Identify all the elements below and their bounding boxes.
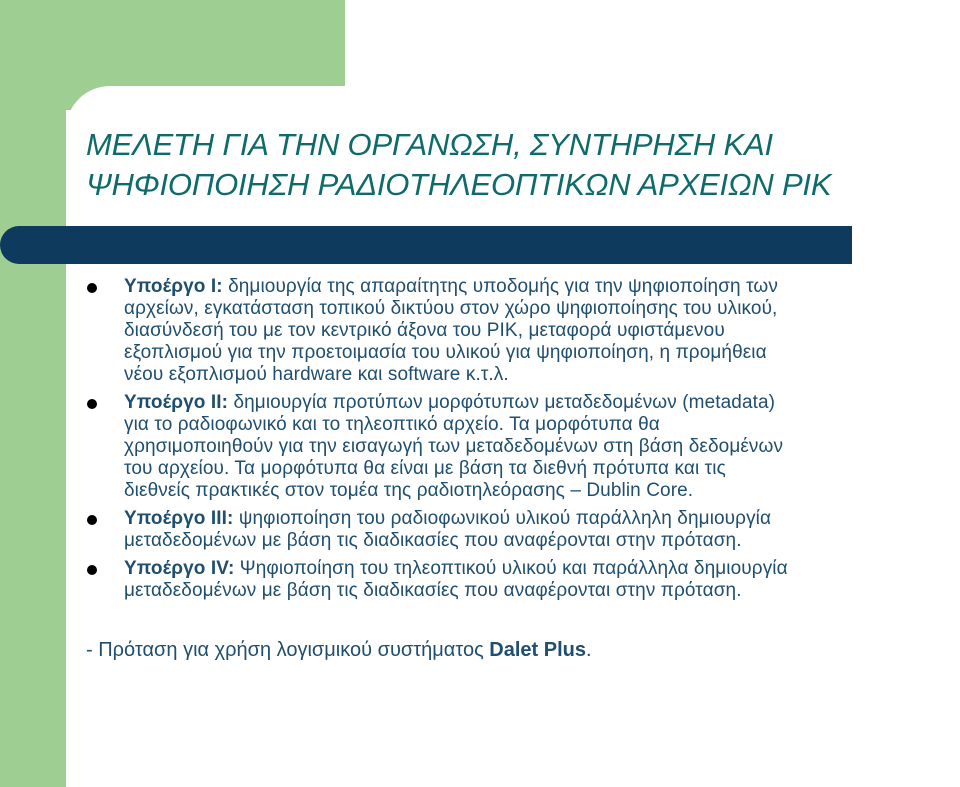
bullet-item-subproject-3 <box>124 508 944 552</box>
bullet-item-subproject-4 <box>124 558 944 602</box>
bullet-line <box>124 392 944 414</box>
bullet-list <box>124 276 944 608</box>
bullet-dot-icon <box>87 515 97 525</box>
bullet-text: δημιουργία της απαραίτητης υποδομής για την ψηφιοποίηση των <box>222 276 778 297</box>
bullet-line: μεταδεδομένων με βάση τις διαδικασίες που αναφέρονται στην πρόταση. <box>124 580 742 601</box>
bullet-item-subproject-2 <box>124 392 944 502</box>
bullet-label: Υποέργο ΙV: <box>124 558 235 579</box>
bullet-dot-icon <box>87 283 97 293</box>
footnote <box>86 637 592 663</box>
bullet-line: χρησιμοποιηθούν για την εισαγωγή των μεταδεδομένων στη βάση δεδομένων <box>124 436 784 457</box>
bullet-line: του αρχείου. Τα μορφότυπα θα είναι με βάση τα διεθνή πρότυπα και τις <box>124 458 726 479</box>
slide-title-line: ΨΗΦΙΟΠΟΙΗΣΗ ΡΑΔΙΟΤΗΛΕΟΠΤΙΚΩΝ ΑΡΧΕΙΩΝ ΡΙΚ <box>86 167 832 202</box>
bullet-line: μεταδεδομένων με βάση τις διαδικασίες που αναφέρονται στην πρόταση. <box>124 530 742 551</box>
title-divider-bar <box>0 226 852 264</box>
bullet-item-subproject-1 <box>124 276 944 386</box>
bullet-dot-icon <box>87 399 97 409</box>
bullet-label: Υποέργο ΙΙ: <box>124 392 229 413</box>
bullet-label: Υποέργο ΙΙΙ: <box>124 508 234 529</box>
bullet-line: νέου εξοπλισμού hardware και software κ.τ.λ. <box>124 364 509 385</box>
bullet-line: αρχείων, εγκατάσταση τοπικού δικτύου στον χώρο ψηφιοποίησης του υλικού, <box>124 298 778 319</box>
footnote-suffix: . <box>585 639 592 661</box>
bullet-text: Ψηφιοποίηση του τηλεοπτικού υλικού και παράλληλα δημιουργία <box>234 558 788 579</box>
green-accent-strip <box>0 0 66 787</box>
bullet-line: για το ραδιοφωνικό και το τηλεοπτικό αρχείο. Τα μορφότυπα θα <box>124 414 660 435</box>
bullet-text: ψηφιοποίηση του ραδιοφωνικού υλικού παράλληλη δημιουργία <box>233 508 772 529</box>
bullet-line <box>124 508 944 530</box>
bullet-text: δημιουργία προτύπων μορφότυπων μεταδεδομένων (metadata) <box>228 392 776 413</box>
bullet-line: διασύνδεσή του με τον κεντρικό άξονα του ΡΙΚ, μεταφορά υφιστάμενου <box>124 320 725 341</box>
bullet-line: διεθνείς πρακτικές στον τομέα της ραδιοτηλεόρασης – Dublin Core. <box>124 480 694 501</box>
bullet-line <box>124 558 944 580</box>
slide-title <box>86 125 946 205</box>
bullet-line <box>124 276 944 298</box>
bullet-line: εξοπλισμού για την προετοιμασία του υλικού για ψηφιοποίηση, η προμήθεια <box>124 342 767 363</box>
footnote-prefix: - Πρόταση για χρήση λογισμικού συστήματος <box>86 639 490 661</box>
footnote-product: Dalet Plus <box>489 639 586 661</box>
bullet-label: Υποέργο Ι: <box>124 276 223 297</box>
slide-title-line: ΜΕΛΕΤΗ ΓΙΑ ΤΗΝ ΟΡΓΑΝΩΣΗ, ΣΥΝΤΗΡΗΣΗ ΚΑΙ <box>86 127 773 162</box>
bullet-dot-icon <box>87 565 97 575</box>
